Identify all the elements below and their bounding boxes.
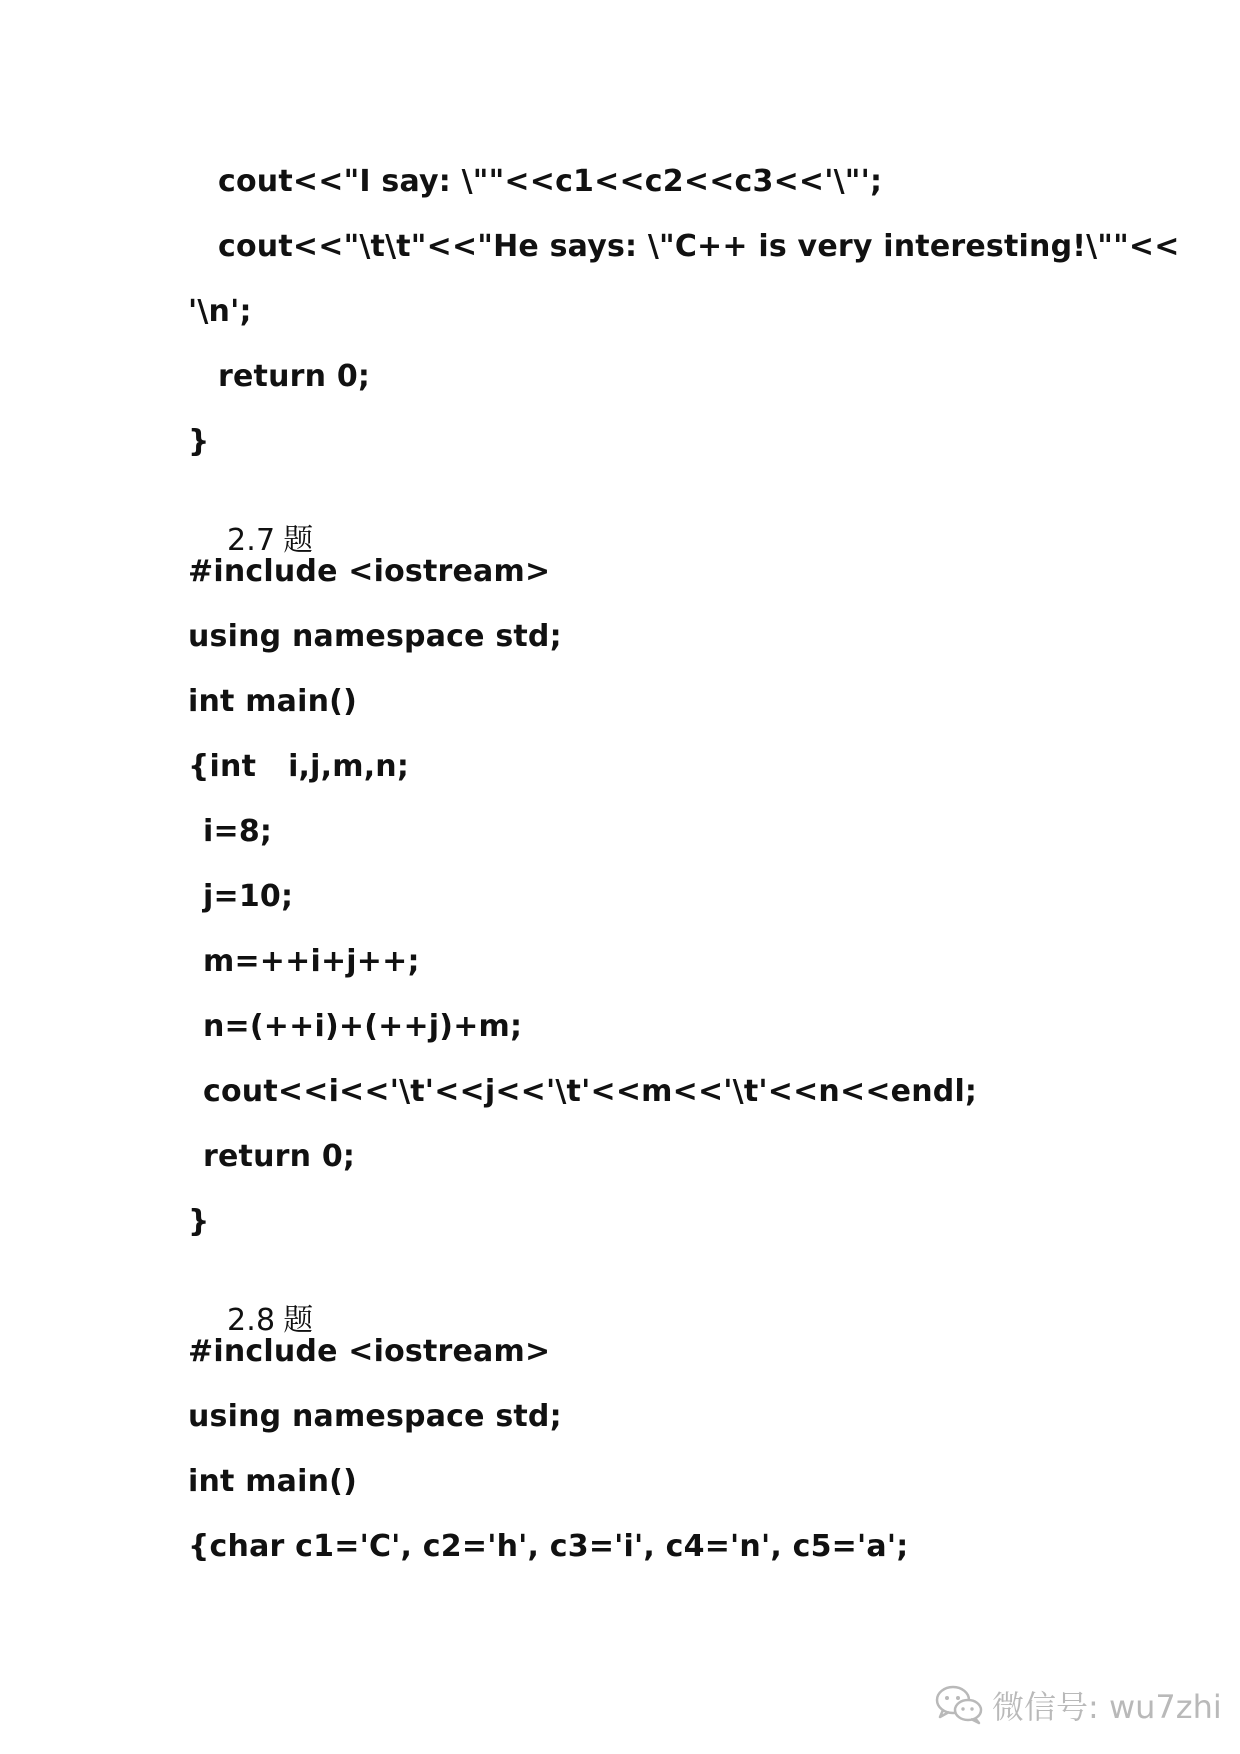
section-suffix: 题 <box>283 1303 314 1338</box>
code-line: return 0; <box>218 359 371 394</box>
code-line: return 0; <box>203 1139 356 1174</box>
code-line: '\n'; <box>188 294 252 329</box>
code-line: j=10; <box>203 879 294 914</box>
code-line: using namespace std; <box>188 1399 562 1434</box>
code-line: #include <iostream> <box>188 1334 551 1369</box>
code-line: } <box>188 1204 210 1239</box>
code-line: cout<<"I say: \""<<c1<<c2<<c3<<'\"'; <box>218 164 883 199</box>
section-number: 2.8 <box>226 1303 276 1338</box>
code-line: int main() <box>188 1464 357 1499</box>
watermark-text: 微信号: wu7zhi <box>992 1688 1222 1726</box>
code-line: int main() <box>188 684 357 719</box>
code-line: cout<<i<<'\t'<<j<<'\t'<<m<<'\t'<<n<<endl; <box>203 1074 978 1109</box>
code-line: } <box>188 424 210 459</box>
code-line: cout<<"\t\t"<<"He says: \"C++ is very interesting!\""<< <box>218 229 1180 264</box>
code-line: using namespace std; <box>188 619 562 654</box>
wechat-watermark <box>934 1680 1222 1730</box>
code-line: n=(++i)+(++j)+m; <box>203 1009 523 1044</box>
code-line: #include <iostream> <box>188 554 551 589</box>
section-suffix: 题 <box>283 523 314 558</box>
code-line: i=8; <box>203 814 273 849</box>
code-line: {int i,j,m,n; <box>188 749 410 784</box>
code-line: m=++i+j++; <box>203 944 420 979</box>
section-number: 2.7 <box>226 523 276 558</box>
wechat-icon <box>934 1684 984 1726</box>
code-line: {char c1='C', c2='h', c3='i', c4='n', c5='a'; <box>188 1529 909 1564</box>
